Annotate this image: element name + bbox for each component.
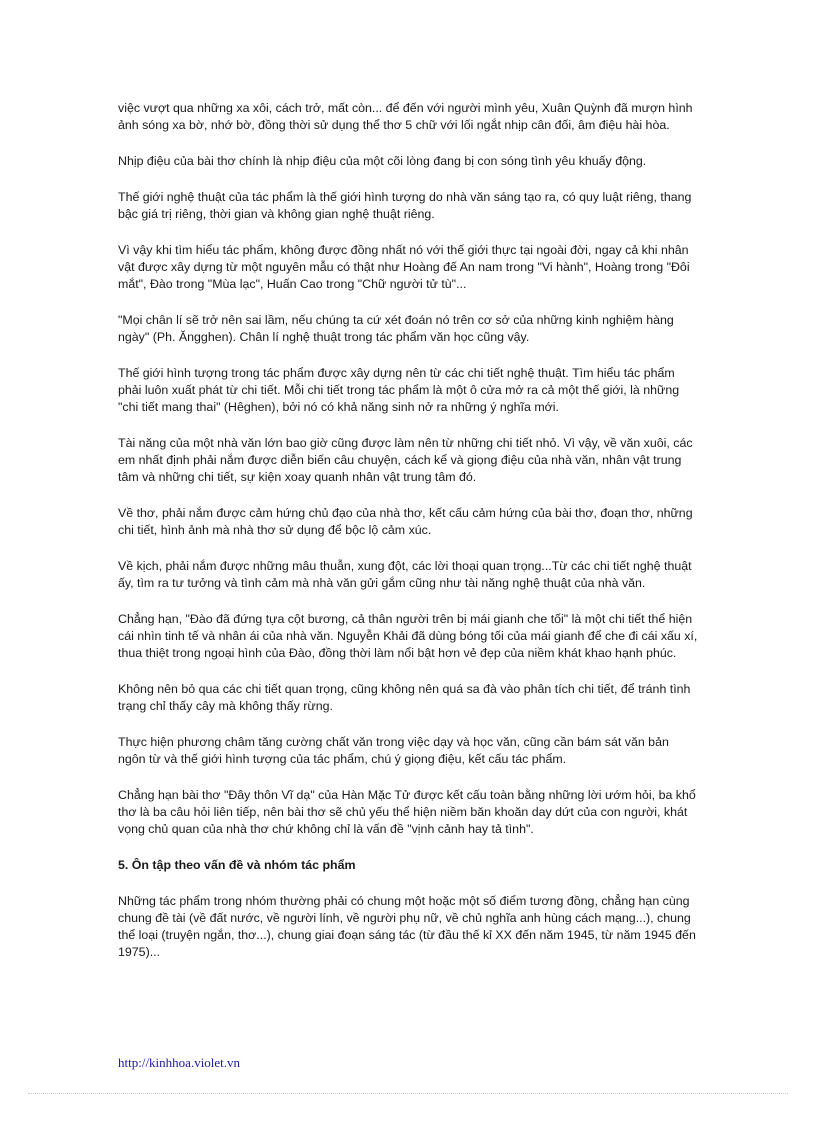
- footer-link[interactable]: http://kinhhoa.violet.vn: [118, 1055, 241, 1070]
- paragraph: Vì vậy khi tìm hiểu tác phẩm, không được đồng nhất nó với thế giới thực tại ngoài đời, ngay cả khi nhân vật được xây dựng từ một nguyên mẫu có thật như Hoàng đế An nam trong "Vi hành", Hoàng trong "Đôi mắt", Đào trong "Mùa lạc", Huấn Cao trong "Chữ người tử tù"...: [118, 243, 690, 291]
- section-heading: 5. Ôn tập theo vấn đề và nhóm tác phẩm: [118, 858, 356, 872]
- paragraph: Về kịch, phải nắm được những mâu thuẫn, xung đột, các lời thoại quan trọng...Từ các chi tiết nghệ thuật ấy, tìm ra tư tưởng và tình cảm mà nhà văn gửi gắm cũng như tài năng nghệ thuật của nhà văn.: [118, 559, 692, 590]
- paragraph: việc vượt qua những xa xôi, cách trở, mất còn... để đến với người mình yêu, Xuân Quỳnh đã mượn hình ảnh sóng xa bờ, nhớ bờ, đồng thời sử dụng thể thơ 5 chữ với lối ngắt nhịp cân đối, âm điệu hài hòa.: [118, 101, 693, 132]
- paragraph: Tài năng của một nhà văn lớn bao giờ cũng được làm nên từ những chi tiết nhỏ. Vì vậy, về văn xuôi, các em nhất định phải nắm được diễn biến câu chuyện, cách kể và giọng điệu của nhà văn, nhân vật trung tâm và những chi tiết, sự kiện xoay quanh nhân vật trung tâm đó.: [118, 436, 693, 484]
- paragraph: Nhịp điệu của bài thơ chính là nhịp điệu của một cõi lòng đang bị con sóng tình yêu khuấy động.: [118, 154, 647, 168]
- page-bottom-border: [28, 1093, 788, 1094]
- paragraph: Thực hiện phương châm tăng cường chất văn trong việc dạy và học văn, cũng cần bám sát văn bản ngôn từ và thế giới hình tượng của tác phẩm, chú ý giọng điệu, kết cấu tác phẩm.: [118, 735, 669, 766]
- paragraph: Thế giới nghệ thuật của tác phẩm là thế giới hình tượng do nhà văn sáng tạo ra, có quy luật riêng, thang bậc giá trị riêng, thời gian và không gian nghệ thuật riêng.: [118, 190, 692, 221]
- paragraph: Chẳng hạn bài thơ "Đây thôn Vĩ dạ" của Hàn Mặc Tử được kết cấu toàn bằng những lời ướm hỏi, ba khổ thơ là ba câu hỏi liên tiếp, nên bài thơ sẽ chủ yếu thể hiện niềm băn khoăn day dứt của con người, khát vọng chủ quan của nhà thơ chứ không chỉ là vấn đề "vịnh cảnh hay tả tình".: [118, 788, 696, 836]
- paragraph: "Mọi chân lí sẽ trở nên sai lầm, nếu chúng ta cứ xét đoán nó trên cơ sở của những kinh nghiệm hàng ngày" (Ph. Ăngghen). Chân lí nghệ thuật trong tác phẩm văn học cũng vậy.: [118, 313, 674, 344]
- document-body: [118, 100, 698, 980]
- paragraph: Về thơ, phải nắm được cảm hứng chủ đạo của nhà thơ, kết cấu cảm hứng của bài thơ, đoạn thơ, những chi tiết, hình ảnh mà nhà thơ sử dụng để bộc lộ cảm xúc.: [118, 506, 693, 537]
- paragraph: Thế giới hình tượng trong tác phẩm được xây dựng nên từ các chi tiết nghệ thuật. Tìm hiểu tác phẩm phải luôn xuất phát từ chi tiết. Mỗi chi tiết trong tác phẩm là một ô cửa mở ra cả một thế giới, là những "chi tiết mang thai" (Hêghen), bởi nó có khả năng sinh nở ra những ý nghĩa mới.: [118, 366, 680, 414]
- section-paragraph: Những tác phẩm trong nhóm thường phải có chung một hoặc một số điểm tương đồng, chẳng hạn cùng chung đề tài (về đất nước, về người lính, về người phụ nữ, về chủ nghĩa anh hùng cách mạng...), chung thể loại (truyện ngắn, thơ...), chung giai đoạn sáng tác (từ đầu thế kỉ XX đến năm 1945, từ năm 1945 đến 1975)...: [118, 894, 696, 959]
- paragraph: Chẳng hạn, "Đào đã đứng tựa cột bương, cả thân người trên bị mái gianh che tối" là một chi tiết thể hiện cái nhìn tinh tế và nhân ái của nhà văn. Nguyễn Khải đã dùng bóng tối của mái gianh để che đi cái xấu xí, thua thiệt trong ngoại hình của Đào, đồng thời làm nổi bật hơn vẻ đẹp của niềm khát khao hạnh phúc.: [118, 612, 698, 660]
- paragraph: Không nên bỏ qua các chi tiết quan trọng, cũng không nên quá sa đà vào phân tích chi tiết, để tránh tình trạng chỉ thấy cây mà không thấy rừng.: [118, 682, 691, 713]
